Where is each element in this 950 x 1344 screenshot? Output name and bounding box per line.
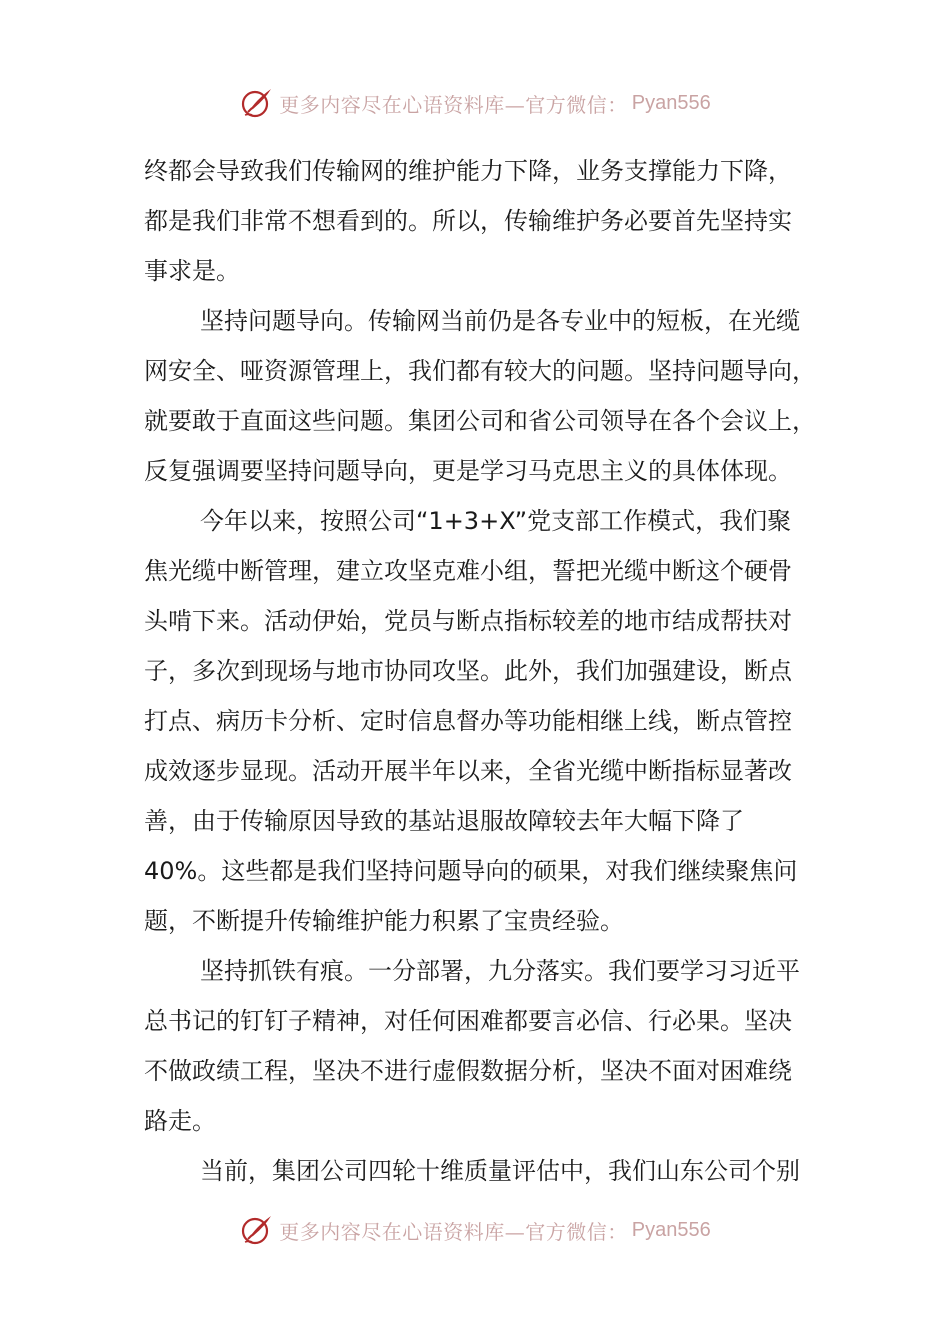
text-line: 今年以来，按照公司“1+3+X”党支部工作模式，我们聚 <box>200 507 792 535</box>
footer-banner-text: 更多内容尽在心语资料库—官方微信： <box>279 1219 628 1244</box>
text-line: 题，不断提升传输维护能力积累了宝贵经验。 <box>144 907 624 935</box>
quill-logo-icon <box>239 85 275 121</box>
text-line: 事求是。 <box>144 257 240 285</box>
text-line: 就要敢于直面这些问题。集团公司和省公司领导在各个会议上， <box>144 407 816 435</box>
header-banner-text: 更多内容尽在心语资料库—官方微信： <box>279 92 628 117</box>
document-body <box>144 146 816 1196</box>
header-watermark-banner <box>0 83 950 123</box>
text-line: 终都会导致我们传输网的维护能力下降，业务支撑能力下降， <box>144 157 792 185</box>
text-line: 总书记的钉钉子精神，对任何困难都要言必信、行必果。坚决 <box>144 1007 792 1035</box>
text-line: 打点、病历卡分析、定时信息督办等功能相继上线，断点管控 <box>144 707 792 735</box>
text-line: 路走。 <box>144 1107 216 1135</box>
text-line: 都是我们非常不想看到的。所以，传输维护务必要首先坚持实 <box>144 207 792 235</box>
text-line: 网安全、哑资源管理上，我们都有较大的问题。坚持问题导向， <box>144 357 816 385</box>
text-line: 当前，集团公司四轮十维质量评估中，我们山东公司个别 <box>200 1157 800 1185</box>
text-line: 成效逐步显现。活动开展半年以来，全省光缆中断指标显著改 <box>144 757 792 785</box>
text-line: 不做政绩工程，坚决不进行虚假数据分析，坚决不面对困难绕 <box>144 1057 792 1085</box>
text-line: 头啃下来。活动伊始，党员与断点指标较差的地市结成帮扶对 <box>144 607 792 635</box>
text-line: 子，多次到现场与地市协同攻坚。此外，我们加强建设，断点 <box>144 657 792 685</box>
text-line: 善，由于传输原因导致的基站退服故障较去年大幅下降了 <box>144 807 744 835</box>
footer-wechat-id: Pyan556 <box>631 1218 711 1241</box>
footer-watermark-banner <box>0 1210 950 1250</box>
text-line: 40%。这些都是我们坚持问题导向的硕果，对我们继续聚焦问 <box>144 857 798 885</box>
text-line: 反复强调要坚持问题导向，更是学习马克思主义的具体体现。 <box>144 457 792 485</box>
text-line: 焦光缆中断管理，建立攻坚克难小组，誓把光缆中断这个硬骨 <box>144 557 792 585</box>
header-wechat-id: Pyan556 <box>631 91 711 114</box>
text-line: 坚持问题导向。传输网当前仍是各专业中的短板，在光缆 <box>200 307 800 335</box>
quill-logo-icon <box>239 1212 275 1248</box>
text-line: 坚持抓铁有痕。一分部署，九分落实。我们要学习习近平 <box>200 957 800 985</box>
